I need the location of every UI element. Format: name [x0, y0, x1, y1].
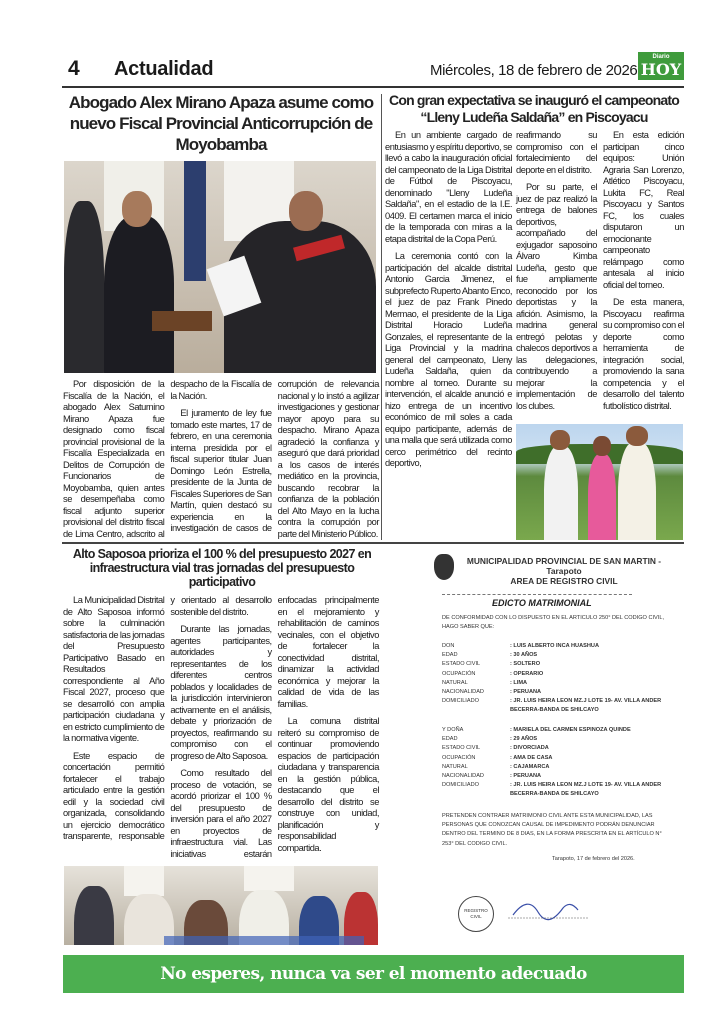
field-label: Y DOÑA [442, 727, 464, 733]
field-value: : 30 AÑOS [510, 652, 538, 659]
edict-row [442, 660, 682, 669]
article-campeonato-photo [516, 424, 683, 540]
article-campeonato-headline: Con gran expectativa se inauguró el campeonato “Lleny Ludeña Saldaña” en Piscoyacu [389, 92, 679, 125]
edict-intro: DE CONFORMIDAD CON LO DISPUESTO EN EL ARTICULO 250° DEL CODIGO CIVIL, HAGO SABER QUE: [442, 615, 664, 631]
registro-civil-stamp: REGISTRO CIVIL [458, 896, 494, 932]
field-value: : SOLTERO [510, 661, 541, 668]
edict-row [442, 642, 682, 651]
edict-row [442, 688, 682, 697]
edict-row [442, 726, 682, 735]
field-value: : LIMA [510, 679, 528, 686]
paragraph: En esta edición participan cinco equipos: Unión Agraria San Lorenzo, Atlético Piscoyacu, Lukita FC, Real Piscoyacu y Santos FC, los cuales disputaron un emocionante campeonato relámpago como antesala al inicio oficial del torneo. [603, 130, 684, 290]
municipal-seal-icon [434, 554, 454, 580]
field-label: DOMICILIADO [442, 698, 479, 705]
field-label: DON [442, 643, 455, 649]
edict-row [442, 679, 682, 688]
paragraph: Este espacio de concertación permitió fortalecer el trabajo articulado entre la gestión edil y la sociedad civil organizada, consolidando un ejercicio democrático transparente, responsable y orientado al desarrollo sostenible del distrito. [63, 595, 272, 841]
paragraph: De esta manera, Piscoyacu reafirma su compromiso con el deporte como herramienta de integración social, promoviendo la sana competencia y el desarrollo del talento futbolístico distrital. [603, 297, 684, 411]
edict-row [442, 744, 682, 753]
article-fiscal-headline: Abogado Alex Mirano Apaza asume como nuevo Fiscal Provincial Anticorrupción de Moyobamba [68, 93, 374, 154]
paragraph: Por disposición de la Fiscalía de la Nación, el abogado Alex Saturnino Mirano Apaza fue designado como fiscal provincial provisional de la Fiscalía Especializada en Delitos de Corrupción de Funcionarios de Moyobamba, quien antes se desempeñaba como fiscal adjunto superior provisional del distrito fiscal de Lima Centro, adscrito al despacho de la Fiscalía de la Nación. [63, 379, 272, 539]
field-value: : MARIELA DEL CARMEN ESPINOZA QUINDE [510, 727, 631, 733]
paragraph: Durante las jornadas, agentes participantes, autoridades y representantes de los diferentes centros poblados y localidades de la jurisdicción intervinieron activamente en el análisis, debate y priorización de proyectos, reafirmando su compromiso con el progreso de Alto Saposoa. [170, 624, 272, 761]
paragraph: La ceremonia contó con la participación del alcalde distrital Antonio Garcia Jimenez, el subprefecto Ruperto Abanto Enco, el juez de paz Frank Pinedo Mermao, el presidente de la Liga Distrital Horacio Ludeña Gonzales, el representante de la Liga Provincial y la madrina general del campeonato, Lleny Ludeña Saldaña, quien da nombre al torneo. Durante su intervención, el alcalde anunció e hizo entrega de un incentivo económico de mil soles a cada equipo participante, además de una malla que será utilizada como cerco perimétrico del recinto deportivo, [385, 251, 512, 468]
logo-small-text: Diario [652, 54, 670, 60]
field-label: NACIONALIDAD [442, 689, 484, 696]
field-value: : PERUANA [510, 773, 542, 780]
paragraph: La Municipalidad Distrital de Alto Saposoa informó sobre la culminación satisfactoria de las jornadas del Presupuesto Participativo Basado en Resultados correspondiente al Año Fiscal 2027, proceso que se desarrolló con amplia participación ciudadana y en estricto cumplimiento de la normativa vigente. [63, 595, 165, 743]
edict-bride-details [442, 726, 682, 800]
field-value: : JR. LUIS HEIRA LEON MZ.J LOTE 19- AV. VILLA ANDER BECERRA-BANDA DE SHILCAYO [510, 698, 662, 714]
field-label: NATURAL [442, 763, 468, 770]
field-value: : DIVORCIADA [510, 745, 549, 752]
article-presupuesto-photo [64, 866, 378, 945]
edict-title: EDICTO MATRIMONIAL [492, 598, 592, 608]
edict-row [442, 697, 682, 715]
field-label: EDAD [442, 736, 458, 743]
field-value: : CAJAMARCA [510, 763, 550, 770]
edict-header [464, 556, 664, 586]
section-title: Actualidad [114, 58, 214, 80]
field-label: OCUPACIÓN [442, 670, 476, 677]
edict-org: MUNICIPALIDAD PROVINCIAL DE SAN MARTIN - [466, 556, 662, 566]
article-presupuesto-headline: Alto Saposoa prioriza el 100 % del presupuesto 2027 en infraestructura vial tras jornadas del presupuesto participativo [72, 547, 372, 589]
field-label: ESTADO CIVIL [442, 661, 481, 668]
paragraph: Por su parte, el juez de paz realizó la entrega de balones deportivos, acompañado del exjugador saposoino Álvaro Kimba Ludeña, gesto que fue ampliamente reconocido por los deportistas y la afición. Asimismo, la madrina general entregó pelotas y chalecos deportivos a las delegaciones, contribuyendo a mejorar la implementación de los clubes. [516, 182, 597, 411]
edict-row [442, 754, 682, 763]
issue-date: Miércoles, 18 de febrero de 2026 [430, 62, 638, 79]
article-fiscal-photo [64, 161, 376, 373]
field-label: NACIONALIDAD [442, 773, 484, 780]
paragraph: En un ambiente cargado de entusiasmo y espíritu deportivo, se llevó a cabo la inauguración oficial del campeonato de la Liga Distrital de Fútbol de Piscoyacu, denominado "Lleny Ludeña Saldaña", en el estadio de la I.E. 0409. El certamen marca el inicio de la temporada con miras a la etapa distrital de la Copa Perú. [385, 130, 512, 244]
signature-icon [508, 890, 588, 930]
edict-row [442, 763, 682, 772]
paragraph: Como resultado del proceso de votación, se acordó priorizar el 100 % del presupuesto de inversión para el año 2027 en proyectos de infraestructura vial. Las iniciativas estarán enfocadas principalmente en el mejoramiento y rehabilitación de caminos vecinales, con el objetivo de fortalecer la conectividad distrital, dinamizar la actividad económica y mejorar la calidad de vida de las familias. [170, 595, 379, 859]
paragraph: El juramento de ley fue tomado este martes, 17 de febrero, en una ceremonia interna presidida por el fiscal superior titular Juan Domingo León Estrella, presidente de la Junta de Fiscales Superiores de San Martín, quien destacó su experiencia en la investigación de casos de corrupción de relevancia nacional y lo instó a agilizar investigaciones y gestionar mayor apoyo para su despacho. Mirano Apaza agradeció la confianza y aseguró que dará prioridad a los casos de interés mediático en la provincia, buscando recobrar la confianza de la población del Alto Mayo en la lucha contra la corrupción por parte del Ministerio Público. [170, 379, 379, 539]
edict-groom-details [442, 642, 682, 716]
edict-row [442, 772, 682, 781]
page-number: 4 [68, 57, 80, 80]
section-divider [62, 542, 684, 544]
header-divider [62, 86, 684, 88]
field-value: : OPERARIO [510, 670, 544, 677]
edict-divider [442, 594, 632, 595]
edict-closing: PRETENDEN CONTRAER MATRIMONIO CIVIL ANTE ESTA MUNICIPALIDAD, LAS PERSONAS QUE CONOZCAN CAUSAL DE IMPEDIMENTO PODRÁN DENUNCIAR DENTRO DEL TERMINO DE 8 DIAS, EN LA FORMA PRESCRITA EN EL ARTÍCULO N° 253° DEL CODIGO CIVIL. [442, 813, 662, 847]
column-divider [381, 94, 382, 540]
logo-big-text: HOY [640, 60, 682, 79]
paragraph: La comuna distrital reiteró su compromiso de continuar promoviendo espacios de participación ciudadana y transparencia en la gestión pública, destacando que el desarrollo del distrito se construye con unidad, planificación y responsabilidad compartida. [277, 716, 379, 853]
field-value: : AMA DE CASA [510, 754, 553, 761]
paragraph-continuation: reafirmando su compromiso con el fortalecimiento del deporte en el distrito. [516, 130, 597, 175]
field-label: DOMICILIADO [442, 782, 479, 789]
edict-area: AREA DE REGISTRO CIVIL [510, 576, 618, 586]
edict-row [442, 781, 682, 799]
slogan-banner: No esperes, nunca va ser el momento adecuado [63, 955, 684, 993]
article-presupuesto-body [63, 595, 379, 860]
article-campeonato-columns-2-3 [516, 130, 684, 418]
edict-place-date: Tarapoto, 17 de febrero del 2026. [552, 856, 635, 862]
newspaper-logo [638, 52, 684, 80]
article-campeonato-column-1 [385, 130, 512, 476]
field-value: : JR. LUIS HEIRA LEON MZ.J LOTE 19- AV. VILLA ANDER BECERRA-BANDA DE SHILCAYO [510, 782, 662, 798]
field-label: ESTADO CIVIL [442, 745, 481, 752]
field-label: EDAD [442, 652, 458, 659]
edict-row [442, 651, 682, 660]
field-label: NATURAL [442, 679, 468, 686]
article-fiscal-body [63, 379, 379, 540]
field-value: : 29 AÑOS [510, 736, 538, 743]
edict-city: Tarapoto [546, 566, 582, 576]
edict-row [442, 670, 682, 679]
field-value: : LUIS ALBERTO INCA HUASHUA [510, 643, 599, 649]
edict-row [442, 735, 682, 744]
field-label: OCUPACIÓN [442, 754, 476, 761]
field-value: : PERUANA [510, 689, 542, 696]
edicto-matrimonial-notice [412, 550, 688, 942]
